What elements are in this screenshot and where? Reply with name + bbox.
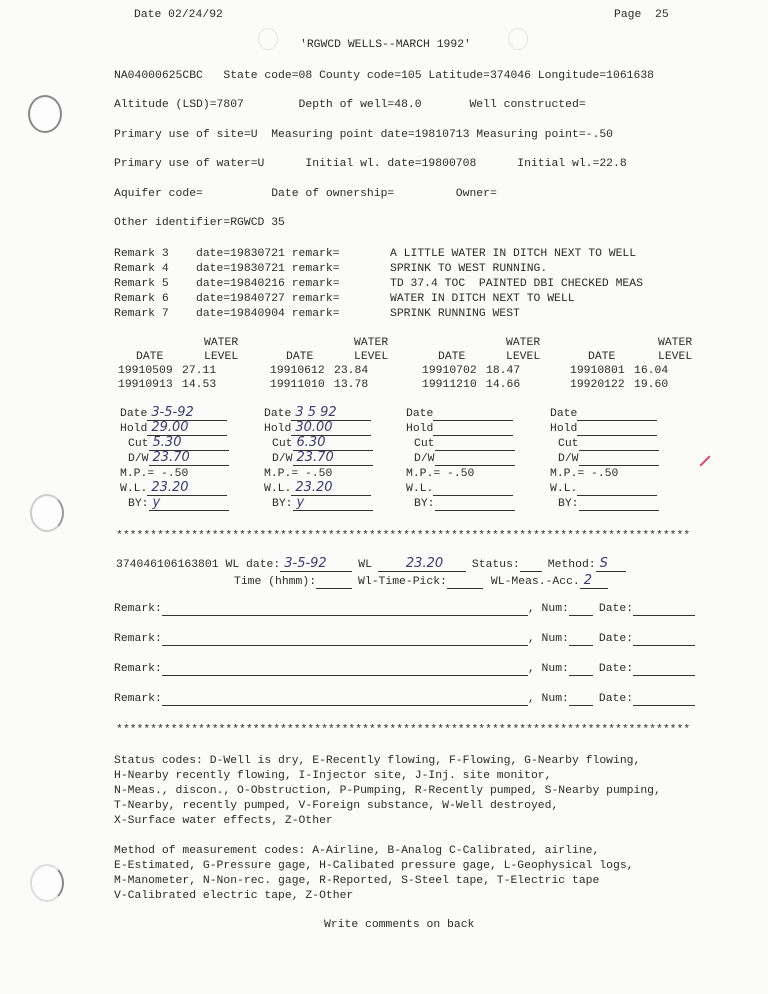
field-value-cut[interactable]: 6.30	[293, 436, 373, 451]
wl-date-value[interactable]: 3-5-92	[280, 557, 352, 572]
status-codes-line: H-Nearby recently flowing, I-Injector site, J-Inj. site monitor,	[114, 770, 552, 782]
water-use-line: Primary use of water=U Initial wl. date=19800708 Initial wl.=22.8	[114, 158, 627, 170]
remark-text: SPRINK RUNNING WEST	[390, 308, 520, 320]
time-label: Time (hhmm):	[234, 576, 317, 588]
field-row-hold	[120, 421, 227, 436]
page-number: Page 25	[614, 9, 669, 21]
field-label-cut: Cut	[558, 438, 579, 450]
punch-hole-middle	[30, 494, 64, 532]
status-codes-line: X-Surface water effects, Z-Other	[114, 815, 333, 827]
ghost-hole-right	[508, 28, 528, 50]
field-row-mp	[550, 466, 618, 481]
field-row-wl	[120, 481, 227, 496]
pick-field[interactable]	[447, 588, 483, 589]
field-label-wl: W.L.	[120, 483, 148, 495]
num-label: , Num:	[527, 663, 569, 675]
field-label-date: Date	[550, 408, 578, 420]
footer-note: Write comments on back	[324, 919, 475, 931]
field-label-by: BY:	[414, 498, 435, 510]
status-codes-line: Status codes: D-Well is dry, E-Recently flowing, F-Flowing, G-Nearby flowing,	[114, 755, 641, 767]
field-row-dw	[414, 451, 515, 466]
field-row-date	[550, 406, 657, 421]
remark-field-row	[114, 661, 695, 676]
remark-field-label: Remark:	[114, 633, 162, 645]
field-row-date	[120, 406, 227, 421]
field-value-dw[interactable]: 23.70	[149, 451, 229, 466]
remark-date: date=19830721 remark=	[196, 263, 340, 275]
wl-level: 18.47	[486, 365, 521, 377]
field-label-wl: W.L.	[264, 483, 292, 495]
remark-date: date=19840727 remark=	[196, 293, 340, 305]
remark-field-label: Remark:	[114, 603, 162, 615]
field-row-cut	[128, 436, 229, 451]
field-row-mp	[264, 466, 332, 481]
field-value-wl[interactable]: 23.20	[291, 481, 371, 496]
remark-date: date=19840904 remark=	[196, 308, 340, 320]
field-label-dw: D/W	[414, 453, 435, 465]
remark-label: Remark 3	[114, 248, 169, 260]
field-row-dw	[272, 451, 373, 466]
remark-text: WATER IN DITCH NEXT TO WELL	[390, 293, 575, 305]
field-row-cut	[272, 436, 373, 451]
wl-label: WL	[358, 559, 372, 571]
field-label-date: Date	[120, 408, 148, 420]
field-row-wl	[406, 481, 513, 496]
field-label-date: Date	[406, 408, 434, 420]
aquifer-line: Aquifer code= Date of ownership= Owner=	[114, 188, 497, 200]
remark-label: Remark 4	[114, 263, 169, 275]
field-row-hold	[406, 421, 513, 436]
col-header-level: LEVEL	[506, 351, 541, 363]
col-header-level: LEVEL	[204, 351, 239, 363]
num-input[interactable]	[569, 615, 593, 616]
field-value-by[interactable]	[435, 510, 515, 511]
separator: ************************************************************************************	[116, 530, 691, 542]
field-label-mp: M.P.= -.50	[550, 468, 619, 480]
remark-input[interactable]	[162, 615, 528, 616]
field-value-date[interactable]: 3 5 92	[291, 406, 371, 421]
field-row-cut	[558, 436, 659, 451]
wl-date: 19910509	[118, 365, 173, 377]
entry-line-1	[116, 556, 626, 572]
wl-value-frac: .20	[422, 557, 444, 571]
date-label: Date:	[598, 603, 634, 615]
wl-level: 13.78	[334, 379, 369, 391]
status-codes-line: T-Nearby, recently pumped, V-Foreign substance, W-Well destroyed,	[114, 800, 559, 812]
method-label: Method:	[547, 559, 596, 571]
field-row-hold	[264, 421, 371, 436]
other-identifier: Other identifier=RGWCD 35	[114, 217, 285, 229]
wl-date-label: WL date:	[225, 559, 281, 571]
col-header-date: DATE	[136, 351, 164, 363]
wl-value-int: 23	[405, 557, 423, 571]
col-header-water: WATER	[354, 337, 389, 349]
acc-label: WL-Meas.-Acc.	[490, 576, 580, 588]
field-label-by: BY:	[272, 498, 293, 510]
field-value-hold[interactable]: 29.00	[147, 421, 227, 436]
field-value-dw[interactable]: 23.70	[293, 451, 373, 466]
field-row-by	[414, 496, 515, 511]
ghost-hole-left	[258, 28, 278, 50]
wl-date: 19910801	[570, 365, 625, 377]
remark-label: Remark 5	[114, 278, 169, 290]
punch-hole-bottom	[30, 864, 64, 902]
print-date: Date 02/24/92	[134, 9, 223, 21]
site-id-line: NA04000625CBC State code=08 County code=105 Latitude=374046 Longitude=1061638	[114, 70, 655, 82]
remark-input[interactable]	[162, 645, 528, 646]
field-label-by: BY:	[558, 498, 579, 510]
col-header-water: WATER	[658, 337, 693, 349]
wl-date: 19910612	[270, 365, 325, 377]
field-row-hold	[550, 421, 657, 436]
num-input[interactable]	[569, 705, 593, 706]
field-row-date	[406, 406, 513, 421]
remark-input[interactable]	[162, 705, 528, 706]
field-label-wl: W.L.	[406, 483, 434, 495]
field-row-by	[128, 496, 229, 511]
wl-level: 27.11	[182, 365, 217, 377]
date-input[interactable]	[633, 675, 695, 676]
date-input[interactable]	[633, 645, 695, 646]
report-title: 'RGWCD WELLS--MARCH 1992'	[300, 39, 471, 51]
wl-level: 14.66	[486, 379, 521, 391]
field-label-mp: M.P.= -.50	[120, 468, 189, 480]
num-label: , Num:	[527, 603, 569, 615]
field-row-date	[264, 406, 371, 421]
col-header-level: LEVEL	[354, 351, 389, 363]
separator: ************************************************************************************	[116, 724, 691, 736]
field-row-wl	[550, 481, 657, 496]
method-codes-line: Method of measurement codes: A-Airline, B-Analog C-Calibrated, airline,	[114, 845, 600, 857]
remark-label: Remark 6	[114, 293, 169, 305]
col-header-water: WATER	[506, 337, 541, 349]
field-row-dw	[558, 451, 659, 466]
field-label-hold: Hold	[550, 423, 578, 435]
remark-field-row	[114, 691, 695, 706]
field-row-dw	[128, 451, 229, 466]
field-label-cut: Cut	[128, 438, 149, 450]
status-field[interactable]	[520, 571, 542, 572]
remark-input[interactable]	[162, 675, 528, 676]
date-input[interactable]	[633, 705, 695, 706]
method-field[interactable]: S	[596, 557, 626, 572]
field-label-hold: Hold	[120, 423, 148, 435]
field-label-cut: Cut	[272, 438, 293, 450]
method-codes-line: V-Calibrated electric tape, Z-Other	[114, 890, 354, 902]
remark-text: SPRINK TO WEST RUNNING.	[390, 263, 548, 275]
field-row-by	[558, 496, 659, 511]
altitude-line: Altitude (LSD)=7807 Depth of well=48.0 Well constructed=	[114, 99, 586, 111]
field-row-mp	[120, 466, 188, 481]
method-codes-line: M-Manometer, N-Non-rec. gage, R-Reported, S-Steel tape, T-Electric tape	[114, 875, 600, 887]
date-label: Date:	[598, 663, 634, 675]
field-value-by[interactable]: y	[149, 496, 229, 511]
site-use-line: Primary use of site=U Measuring point date=19810713 Measuring point=-.50	[114, 129, 613, 141]
entry-line-2	[234, 573, 608, 589]
field-label-dw: D/W	[558, 453, 579, 465]
field-value-wl[interactable]: 23.20	[147, 481, 227, 496]
remark-field-row	[114, 631, 695, 646]
time-field[interactable]	[316, 588, 352, 589]
status-codes-line: N-Meas., discon., O-Obstruction, P-Pumping, R-Recently pumped, S-Nearby pumping,	[114, 785, 661, 797]
field-label-by: BY:	[128, 498, 149, 510]
site-number: 374046106163801	[116, 559, 219, 571]
field-row-by	[272, 496, 373, 511]
wl-date: 19911010	[270, 379, 325, 391]
field-label-dw: D/W	[272, 453, 293, 465]
field-value-date[interactable]: 3-5-92	[147, 406, 227, 421]
wl-level: 23.84	[334, 365, 369, 377]
date-label: Date:	[598, 693, 634, 705]
remark-date: date=19840216 remark=	[196, 278, 340, 290]
field-label-mp: M.P.= -.50	[264, 468, 333, 480]
field-value-cut[interactable]: 5.30	[149, 436, 229, 451]
remark-text: A LITTLE WATER IN DITCH NEXT TO WELL	[390, 248, 637, 260]
field-label-cut: Cut	[414, 438, 435, 450]
field-label-mp: M.P.= -.50	[406, 468, 475, 480]
remark-text: TD 37.4 TOC PAINTED DBI CHECKED MEAS	[390, 278, 643, 290]
status-label: Status:	[471, 559, 520, 571]
col-header-level: LEVEL	[658, 351, 693, 363]
date-label: Date:	[598, 633, 634, 645]
remark-field-label: Remark:	[114, 693, 162, 705]
wl-date: 19910702	[422, 365, 477, 377]
col-header-date: DATE	[286, 351, 314, 363]
date-input[interactable]	[633, 615, 695, 616]
num-input[interactable]	[569, 675, 593, 676]
field-row-wl	[264, 481, 371, 496]
wl-level: 16.04	[634, 365, 669, 377]
field-value-by[interactable]: y	[293, 496, 373, 511]
wl-level: 14.53	[182, 379, 217, 391]
wl-date: 19910913	[118, 379, 173, 391]
field-label-hold: Hold	[264, 423, 292, 435]
field-row-cut	[414, 436, 515, 451]
wl-date: 19911210	[422, 379, 477, 391]
remark-field-row	[114, 601, 695, 616]
col-header-water: WATER	[204, 337, 239, 349]
field-label-wl: W.L.	[550, 483, 578, 495]
wl-date: 19920122	[570, 379, 625, 391]
remark-field-label: Remark:	[114, 663, 162, 675]
num-input[interactable]	[569, 645, 593, 646]
field-label-dw: D/W	[128, 453, 149, 465]
pick-label: Wl-Time-Pick:	[358, 576, 447, 588]
field-label-date: Date	[264, 408, 292, 420]
remark-label: Remark 7	[114, 308, 169, 320]
wl-level: 19.60	[634, 379, 669, 391]
red-check-mark	[699, 455, 710, 466]
field-row-mp	[406, 466, 474, 481]
col-header-date: DATE	[438, 351, 466, 363]
num-label: , Num:	[527, 633, 569, 645]
wl-field[interactable]	[378, 557, 466, 572]
acc-field[interactable]: 2	[580, 574, 608, 589]
remark-date: date=19830721 remark=	[196, 248, 340, 260]
field-value-hold[interactable]: 30.00	[291, 421, 371, 436]
col-header-date: DATE	[588, 351, 616, 363]
field-value-by[interactable]	[579, 510, 659, 511]
punch-hole-top	[28, 95, 62, 133]
method-codes-line: E-Estimated, G-Pressure gage, H-Calibated pressure gage, L-Geophysical logs,	[114, 860, 634, 872]
num-label: , Num:	[527, 693, 569, 705]
field-label-hold: Hold	[406, 423, 434, 435]
